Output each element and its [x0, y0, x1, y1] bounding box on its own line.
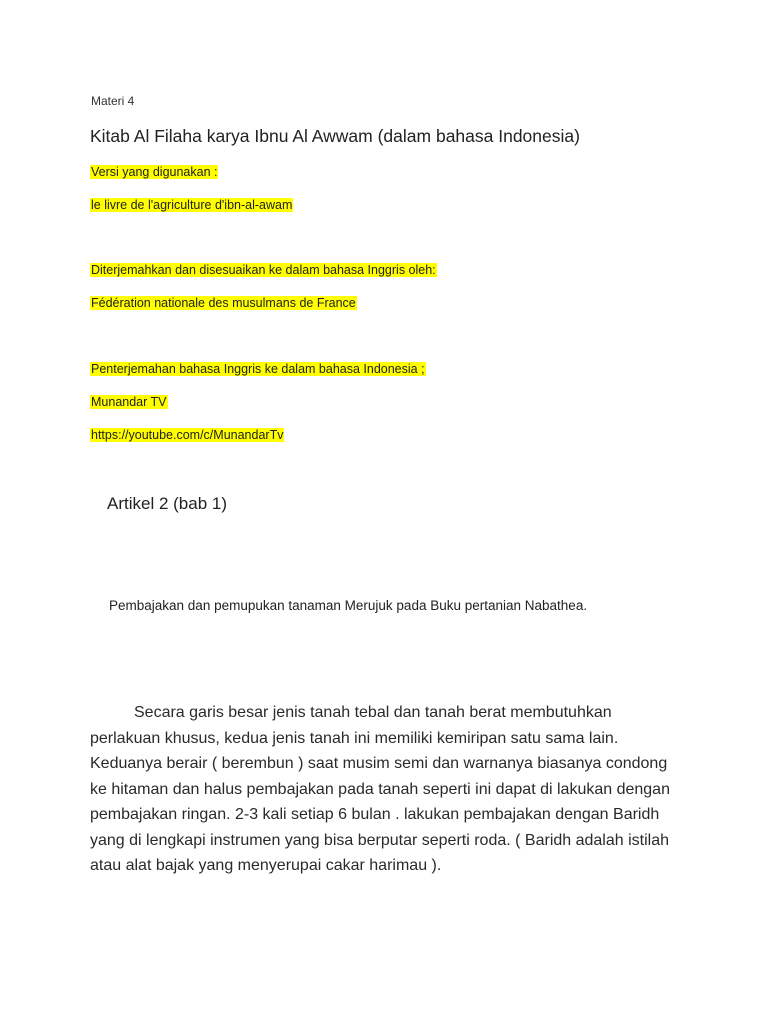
translated-by-value: Fédération nationale des musulmans de France: [91, 296, 356, 310]
paragraph-line: Secara garis besar jenis tanah tebal dan tanah berat membutuhkan: [134, 704, 612, 721]
paragraph-line: pembajakan ringan. 2-3 kali setiap 6 bulan . lakukan pembajakan dengan Baridh: [90, 806, 660, 823]
material-label: Materi 4: [91, 94, 135, 108]
translated-by-heading: Diterjemahkan dan disesuaikan ke dalam bahasa Inggris oleh:: [91, 263, 436, 277]
version-value: le livre de l'agriculture d'ibn-al-awam: [91, 198, 293, 212]
indonesian-translator: Munandar TV: [91, 395, 167, 409]
paragraph-line: perlakuan khusus, kedua jenis tanah ini memiliki kemiripan satu sama lain.: [90, 729, 619, 747]
section-note: Pembajakan dan pemupukan tanaman Merujuk pada Buku pertanian Nabathea.: [109, 598, 588, 613]
indonesian-translation-heading: Penterjemahan bahasa Inggris ke dalam bahasa Indonesia ;: [91, 362, 425, 376]
paragraph-line: Keduanya berair ( berembun ) saat musim semi dan warnanya biasanya condong: [90, 755, 668, 772]
paragraph-line: yang di lengkapi instrumen yang bisa berputar seperti roda. ( Baridh adalah istilah: [90, 831, 670, 849]
document-title: Kitab Al Filaha karya Ibnu Al Awwam (dalam bahasa Indonesia): [90, 126, 580, 146]
channel-url: https://youtube.com/c/MunandarTv: [91, 428, 284, 442]
paragraph-line: ke hitaman dan halus pembajakan pada tanah seperti ini dapat di lakukan dengan: [90, 780, 670, 798]
article-heading: Artikel 2 (bab 1): [107, 494, 227, 513]
paragraph-line: atau alat bajak yang menyerupai cakar harimau ).: [90, 857, 442, 874]
body-paragraph: [90, 700, 690, 879]
version-heading: Versi yang digunakan :: [91, 165, 218, 179]
